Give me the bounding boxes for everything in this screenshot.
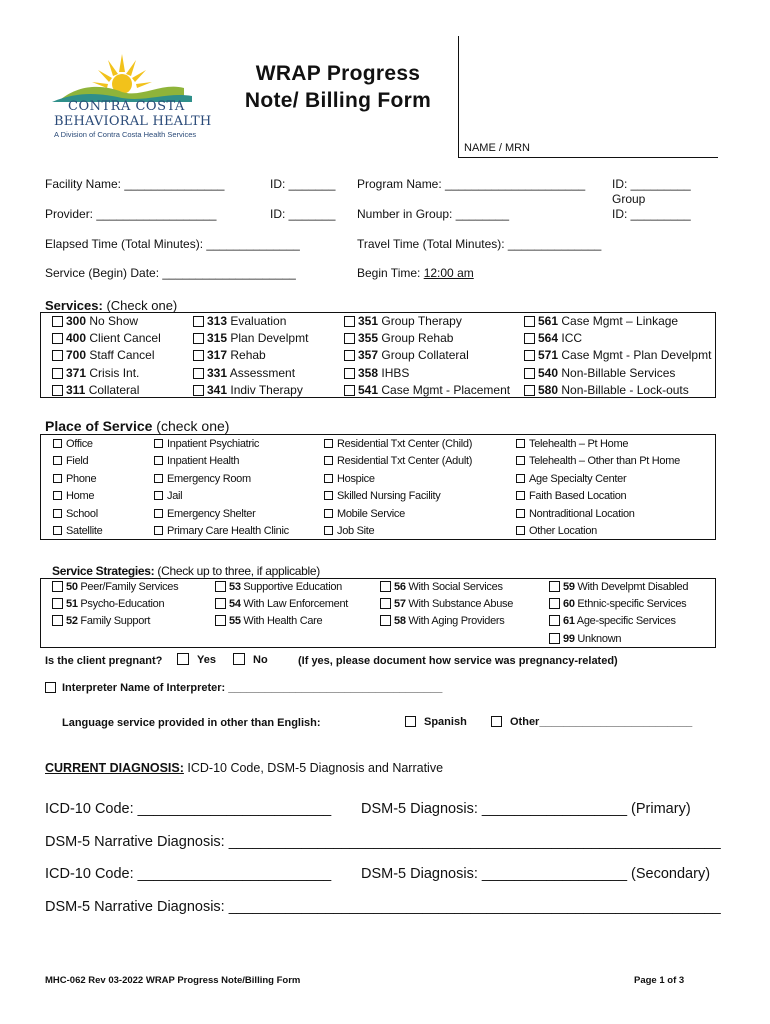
service-checkbox[interactable] [344, 333, 355, 344]
service-option[interactable] [524, 365, 711, 382]
strategy-checkbox[interactable] [549, 615, 560, 626]
strategy-code: 59 [563, 581, 575, 593]
strategy-label: Unknown [574, 632, 622, 645]
place-checkbox[interactable] [516, 509, 525, 518]
service-label: IHBS [378, 365, 410, 380]
place-option[interactable] [154, 488, 289, 505]
service-option[interactable] [52, 330, 161, 347]
facility-id-field[interactable]: ID: _______ [270, 177, 336, 191]
place-label: Emergency Shelter [167, 507, 256, 520]
place-checkbox[interactable] [324, 526, 333, 535]
service-label: Crisis Int. [86, 365, 140, 380]
place-label: Residential Txt Center (Child) [337, 438, 473, 450]
logo [52, 52, 212, 142]
place-checkbox[interactable] [53, 456, 62, 465]
header-vertical-rule [458, 36, 459, 158]
place-label: Emergency Room [167, 472, 251, 485]
service-code: 341 [207, 382, 228, 397]
service-option[interactable] [193, 330, 308, 347]
place-option[interactable] [324, 471, 472, 488]
place-option[interactable] [324, 488, 472, 505]
place-heading [45, 418, 229, 434]
services-col-2 [344, 313, 510, 399]
place-label: Faith Based Location [529, 490, 627, 503]
service-code: 315 [207, 331, 228, 346]
provider-id-field[interactable]: ID: _______ [270, 207, 336, 221]
strategy-label: With Develpmt Disabled [574, 581, 689, 593]
place-option[interactable] [53, 471, 102, 488]
services-heading [45, 298, 177, 313]
language-service-label: Language service provided in other than English: [62, 717, 321, 729]
service-code: 540 [538, 365, 559, 380]
strategies-col-0 [52, 579, 178, 631]
service-checkbox[interactable] [524, 350, 535, 361]
place-checkbox[interactable] [154, 439, 163, 448]
place-label: Skilled Nursing Facility [337, 490, 441, 503]
footer-page-number: Page 1 of 3 [634, 975, 685, 986]
place-label: School [66, 507, 98, 520]
footer-form-id: MHC-062 Rev 03-2022 WRAP Progress Note/Billing Form [45, 975, 301, 986]
service-code: 358 [358, 365, 379, 380]
service-checkbox[interactable] [193, 350, 204, 361]
service-checkbox[interactable] [344, 368, 355, 379]
strategy-checkbox[interactable] [549, 633, 560, 644]
place-label: Inpatient Psychiatric [167, 438, 260, 450]
service-checkbox[interactable] [193, 385, 204, 396]
strategy-label: With Substance Abuse [405, 598, 514, 611]
service-checkbox[interactable] [193, 368, 204, 379]
services-col-0 [52, 313, 161, 399]
interpreter-label: Interpreter Name of Interpreter: ___________________________________ [62, 682, 443, 694]
title-line2: Note/ Billing Form [244, 89, 432, 112]
place-checkbox[interactable] [324, 509, 333, 518]
pregnant-question: Is the client pregnant? [45, 655, 163, 667]
form-title [218, 60, 458, 114]
place-label: Jail [167, 490, 183, 503]
place-label: Residential Txt Center (Adult) [337, 455, 473, 468]
interpreter-checkbox[interactable] [45, 682, 56, 693]
place-label: Mobile Service [337, 507, 405, 520]
strategy-label: Ethnic-specific Services [574, 598, 687, 611]
service-label: Non-Billable Services [558, 365, 676, 380]
place-option[interactable] [53, 436, 102, 453]
service-checkbox[interactable] [344, 350, 355, 361]
place-option[interactable] [516, 523, 680, 540]
strategy-checkbox[interactable] [52, 615, 63, 626]
service-label: Evaluation [227, 314, 287, 328]
dsm-diagnosis-primary[interactable]: DSM-5 Diagnosis: __________________ (Primary) [361, 801, 691, 817]
strategy-code: 52 [66, 615, 78, 628]
place-checkbox[interactable] [154, 491, 163, 500]
strategy-code: 55 [229, 615, 241, 628]
strategies-col-1 [215, 579, 348, 631]
service-label: Group Rehab [378, 331, 454, 346]
strategy-option[interactable] [549, 631, 688, 648]
place-checkbox[interactable] [516, 491, 525, 500]
service-option[interactable] [344, 313, 510, 330]
services-col-3 [524, 313, 711, 399]
strategy-checkbox[interactable] [52, 581, 63, 592]
place-label: Age Specialty Center [529, 472, 627, 485]
service-code: 357 [358, 348, 379, 363]
service-code: 541 [358, 382, 379, 397]
place-label: Other Location [529, 525, 597, 538]
spanish-checkbox[interactable] [405, 716, 416, 727]
title-line1: WRAP Progress [255, 62, 421, 85]
service-checkbox[interactable] [52, 350, 63, 361]
service-option[interactable] [52, 347, 161, 364]
logo-line1: CONTRA COSTA [68, 99, 185, 114]
service-label: Client Cancel [86, 331, 161, 346]
service-option[interactable] [193, 347, 308, 364]
service-code: 580 [538, 382, 559, 397]
service-label: Collateral [85, 382, 140, 397]
service-code: 571 [538, 348, 559, 363]
strategy-code: 56 [394, 581, 406, 593]
place-checkbox[interactable] [53, 474, 62, 483]
service-label: ICC [558, 331, 583, 346]
strategy-code: 57 [394, 598, 406, 611]
dsm-narrative-secondary[interactable]: DSM-5 Narrative Diagnosis: _____________________________________________________________ [45, 899, 721, 915]
strategy-option[interactable] [549, 596, 688, 613]
strategy-code: 53 [229, 581, 241, 593]
service-code: 300 [66, 314, 87, 328]
spanish-option[interactable] [405, 716, 467, 728]
place-checkbox[interactable] [53, 491, 62, 500]
service-label: Group Collateral [378, 348, 469, 363]
place-option[interactable] [53, 453, 102, 470]
icd-code-secondary[interactable]: ICD-10 Code: ________________________ [45, 866, 332, 882]
place-checkbox[interactable] [324, 439, 333, 448]
logo-line2: BEHAVIORAL HEALTH [54, 114, 212, 129]
services-heading-bold: Services: [45, 298, 103, 313]
place-option[interactable] [53, 488, 102, 505]
service-code: 371 [66, 365, 87, 380]
strategy-code: 99 [563, 632, 575, 645]
service-code: 564 [538, 331, 559, 346]
service-option[interactable] [524, 313, 711, 330]
strategy-option[interactable] [52, 579, 178, 596]
strategy-code: 54 [229, 598, 241, 611]
strategies-heading-rest: (Check up to three, if applicable) [154, 564, 320, 578]
other-language-checkbox[interactable] [491, 716, 502, 727]
provider-field[interactable]: Provider: __________________ [45, 207, 217, 221]
program-name-field[interactable]: Program Name: _____________________ [357, 177, 586, 191]
service-code: 561 [538, 314, 559, 328]
place-checkbox[interactable] [154, 474, 163, 483]
pregnant-no-label: No [253, 654, 268, 666]
strategy-code: 51 [66, 598, 78, 611]
service-option[interactable] [344, 330, 510, 347]
strategy-code: 61 [563, 615, 575, 628]
strategy-label: With Health Care [240, 615, 323, 628]
place-option[interactable] [516, 506, 680, 523]
service-label: Staff Cancel [86, 348, 155, 363]
place-option[interactable] [154, 523, 289, 540]
place-option[interactable] [516, 471, 680, 488]
service-checkbox[interactable] [524, 316, 535, 327]
place-label: Primary Care Health Clinic [167, 525, 289, 538]
place-option[interactable] [324, 436, 472, 453]
place-heading-bold: Place of Service [45, 418, 153, 434]
other-language-option[interactable] [491, 716, 692, 728]
strategy-checkbox[interactable] [549, 598, 560, 609]
place-checkbox[interactable] [154, 509, 163, 518]
service-code: 311 [66, 382, 86, 397]
place-col-2 [324, 436, 472, 540]
place-option[interactable] [154, 506, 289, 523]
service-code: 313 [207, 314, 228, 328]
place-checkbox[interactable] [324, 456, 333, 465]
strategy-checkbox[interactable] [380, 615, 391, 626]
place-label: Telehealth – Pt Home [529, 438, 629, 450]
place-label: Phone [66, 472, 97, 485]
service-option[interactable] [52, 365, 161, 382]
strategy-option[interactable] [380, 613, 513, 630]
place-option[interactable] [516, 488, 680, 505]
service-label: Group Therapy [378, 314, 462, 328]
strategy-checkbox[interactable] [380, 581, 391, 592]
place-option[interactable] [516, 436, 680, 453]
strategies-col-3 [549, 579, 688, 648]
place-option[interactable] [53, 506, 102, 523]
program-id-field[interactable]: ID: _________ [612, 177, 691, 191]
strategy-label: With Social Services [405, 581, 503, 593]
strategy-option[interactable] [380, 596, 513, 613]
place-checkbox[interactable] [516, 526, 525, 535]
elapsed-time-field[interactable]: Elapsed Time (Total Minutes): ______________ [45, 237, 300, 251]
icd-code-primary[interactable]: ICD-10 Code: ________________________ [45, 801, 332, 817]
strategies-heading [52, 564, 320, 578]
diagnosis-heading [45, 761, 443, 775]
strategy-code: 60 [563, 598, 575, 611]
service-option[interactable] [344, 347, 510, 364]
service-checkbox[interactable] [52, 385, 63, 396]
logo-sun-icon [52, 52, 192, 102]
service-label: Indiv Therapy [227, 382, 303, 397]
name-mrn-rule [458, 157, 718, 158]
place-checkbox[interactable] [154, 456, 163, 465]
strategy-option[interactable] [215, 613, 348, 630]
place-option[interactable] [324, 523, 472, 540]
diagnosis-heading-bold: CURRENT DIAGNOSIS: [45, 761, 184, 775]
service-label: Case Mgmt – Linkage [558, 314, 679, 328]
place-checkbox[interactable] [324, 474, 333, 483]
place-label: Inpatient Health [167, 455, 240, 468]
travel-time-field[interactable]: Travel Time (Total Minutes): ______________ [357, 237, 602, 251]
strategies-heading-bold: Service Strategies: [52, 564, 155, 578]
service-checkbox[interactable] [52, 368, 63, 379]
logo-line3: A Division of Contra Costa Health Services [54, 130, 197, 139]
place-checkbox[interactable] [53, 526, 62, 535]
service-code: 331 [207, 365, 228, 380]
strategy-option[interactable] [549, 579, 688, 596]
place-option[interactable] [324, 453, 472, 470]
other-language-label: Other_________________________ [510, 716, 693, 728]
service-checkbox[interactable] [524, 385, 535, 396]
place-checkbox[interactable] [516, 456, 525, 465]
strategy-code: 58 [394, 615, 406, 628]
strategy-checkbox[interactable] [52, 598, 63, 609]
strategy-label: Peer/Family Services [77, 581, 179, 593]
service-option[interactable] [193, 382, 308, 399]
service-label: Non-Billable - Lock-outs [558, 382, 689, 397]
number-in-group-field[interactable]: Number in Group: ________ [357, 207, 510, 221]
pregnant-yes[interactable] [177, 653, 216, 666]
place-label: Nontraditional Location [529, 507, 635, 520]
begin-time-value: 12:00 am [423, 266, 474, 280]
service-checkbox[interactable] [52, 333, 63, 344]
service-label: Rehab [227, 348, 266, 363]
strategy-code: 50 [66, 581, 78, 593]
strategy-option[interactable] [215, 596, 348, 613]
strategy-label: Supportive Education [240, 581, 342, 593]
name-mrn-label: NAME / MRN [464, 142, 530, 154]
place-label: Telehealth – Other than Pt Home [529, 455, 680, 468]
strategy-option[interactable] [52, 596, 178, 613]
place-option[interactable] [324, 506, 472, 523]
strategy-option[interactable] [380, 579, 513, 596]
pregnant-no-checkbox[interactable] [233, 653, 245, 665]
strategy-checkbox[interactable] [215, 615, 226, 626]
pregnant-note: (If yes, please document how service was pregnancy-related) [298, 655, 618, 667]
strategy-label: With Law Enforcement [240, 598, 349, 611]
place-option[interactable] [154, 436, 289, 453]
service-option[interactable] [52, 313, 161, 330]
begin-time-field[interactable] [357, 266, 474, 280]
pregnant-no[interactable] [233, 653, 268, 666]
strategy-label: Age-specific Services [574, 615, 676, 628]
place-option[interactable] [516, 453, 680, 470]
service-option[interactable] [524, 330, 711, 347]
interpreter-row[interactable] [45, 682, 442, 694]
service-date-field[interactable]: Service (Begin) Date: ____________________ [45, 266, 296, 280]
place-checkbox[interactable] [324, 491, 333, 500]
service-option[interactable] [344, 382, 510, 399]
service-checkbox[interactable] [344, 385, 355, 396]
service-option[interactable] [193, 365, 308, 382]
strategy-option[interactable] [52, 613, 178, 630]
service-label: Assessment [227, 365, 296, 380]
service-option[interactable] [344, 365, 510, 382]
pregnant-yes-label: Yes [197, 654, 216, 666]
strategy-checkbox[interactable] [380, 598, 391, 609]
place-label: Field [66, 455, 89, 468]
strategy-checkbox[interactable] [549, 581, 560, 592]
place-checkbox[interactable] [154, 526, 163, 535]
place-heading-rest: (check one) [152, 418, 230, 434]
place-label: Home [66, 490, 95, 503]
place-option[interactable] [154, 471, 289, 488]
group-id-field[interactable]: ID: _________ [612, 207, 691, 221]
service-checkbox[interactable] [193, 333, 204, 344]
strategy-label: Psycho-Education [77, 598, 165, 611]
facility-name-field[interactable]: Facility Name: _______________ [45, 177, 225, 191]
service-label: No Show [86, 314, 139, 328]
place-col-1 [154, 436, 289, 540]
services-heading-rest: (Check one) [102, 298, 178, 313]
service-code: 400 [66, 331, 87, 346]
place-checkbox[interactable] [53, 439, 62, 448]
strategy-checkbox[interactable] [215, 598, 226, 609]
service-option[interactable] [524, 347, 711, 364]
place-option[interactable] [53, 523, 102, 540]
service-code: 351 [358, 314, 379, 328]
place-label: Job Site [337, 525, 375, 538]
service-code: 317 [207, 348, 228, 363]
dsm-diagnosis-secondary[interactable]: DSM-5 Diagnosis: __________________ (Secondary) [361, 866, 711, 882]
service-checkbox[interactable] [524, 333, 535, 344]
place-checkbox[interactable] [53, 509, 62, 518]
service-code: 355 [358, 331, 379, 346]
services-col-1 [193, 313, 308, 399]
strategies-col-2 [380, 579, 513, 631]
dsm-narrative-primary[interactable]: DSM-5 Narrative Diagnosis: _____________________________________________________________ [45, 834, 721, 850]
place-label: Office [66, 438, 93, 450]
place-option[interactable] [154, 453, 289, 470]
strategy-option[interactable] [215, 579, 348, 596]
pregnant-yes-checkbox[interactable] [177, 653, 189, 665]
service-label: Plan Develpmt [227, 331, 309, 346]
strategy-checkbox[interactable] [215, 581, 226, 592]
strategy-label: With Aging Providers [405, 615, 505, 628]
place-label: Satellite [66, 525, 103, 538]
service-label: Case Mgmt - Plan Develpmt [558, 348, 712, 363]
service-checkbox[interactable] [524, 368, 535, 379]
service-checkbox[interactable] [193, 316, 204, 327]
service-option[interactable] [52, 382, 161, 399]
begin-time-label: Begin Time: [357, 266, 424, 280]
service-code: 700 [66, 348, 87, 363]
strategy-label: Family Support [77, 615, 151, 628]
strategy-option[interactable] [549, 613, 688, 630]
service-label: Case Mgmt - Placement [378, 382, 511, 397]
service-option[interactable] [193, 313, 308, 330]
place-col-0 [53, 436, 102, 540]
place-checkbox[interactable] [516, 439, 525, 448]
place-col-3 [516, 436, 680, 540]
place-label: Hospice [337, 472, 375, 485]
service-checkbox[interactable] [344, 316, 355, 327]
diagnosis-heading-rest: ICD-10 Code, DSM-5 Diagnosis and Narrative [183, 761, 444, 775]
group-label: Group [612, 192, 646, 206]
service-option[interactable] [524, 382, 711, 399]
service-checkbox[interactable] [52, 316, 63, 327]
place-checkbox[interactable] [516, 474, 525, 483]
spanish-label: Spanish [424, 716, 467, 728]
